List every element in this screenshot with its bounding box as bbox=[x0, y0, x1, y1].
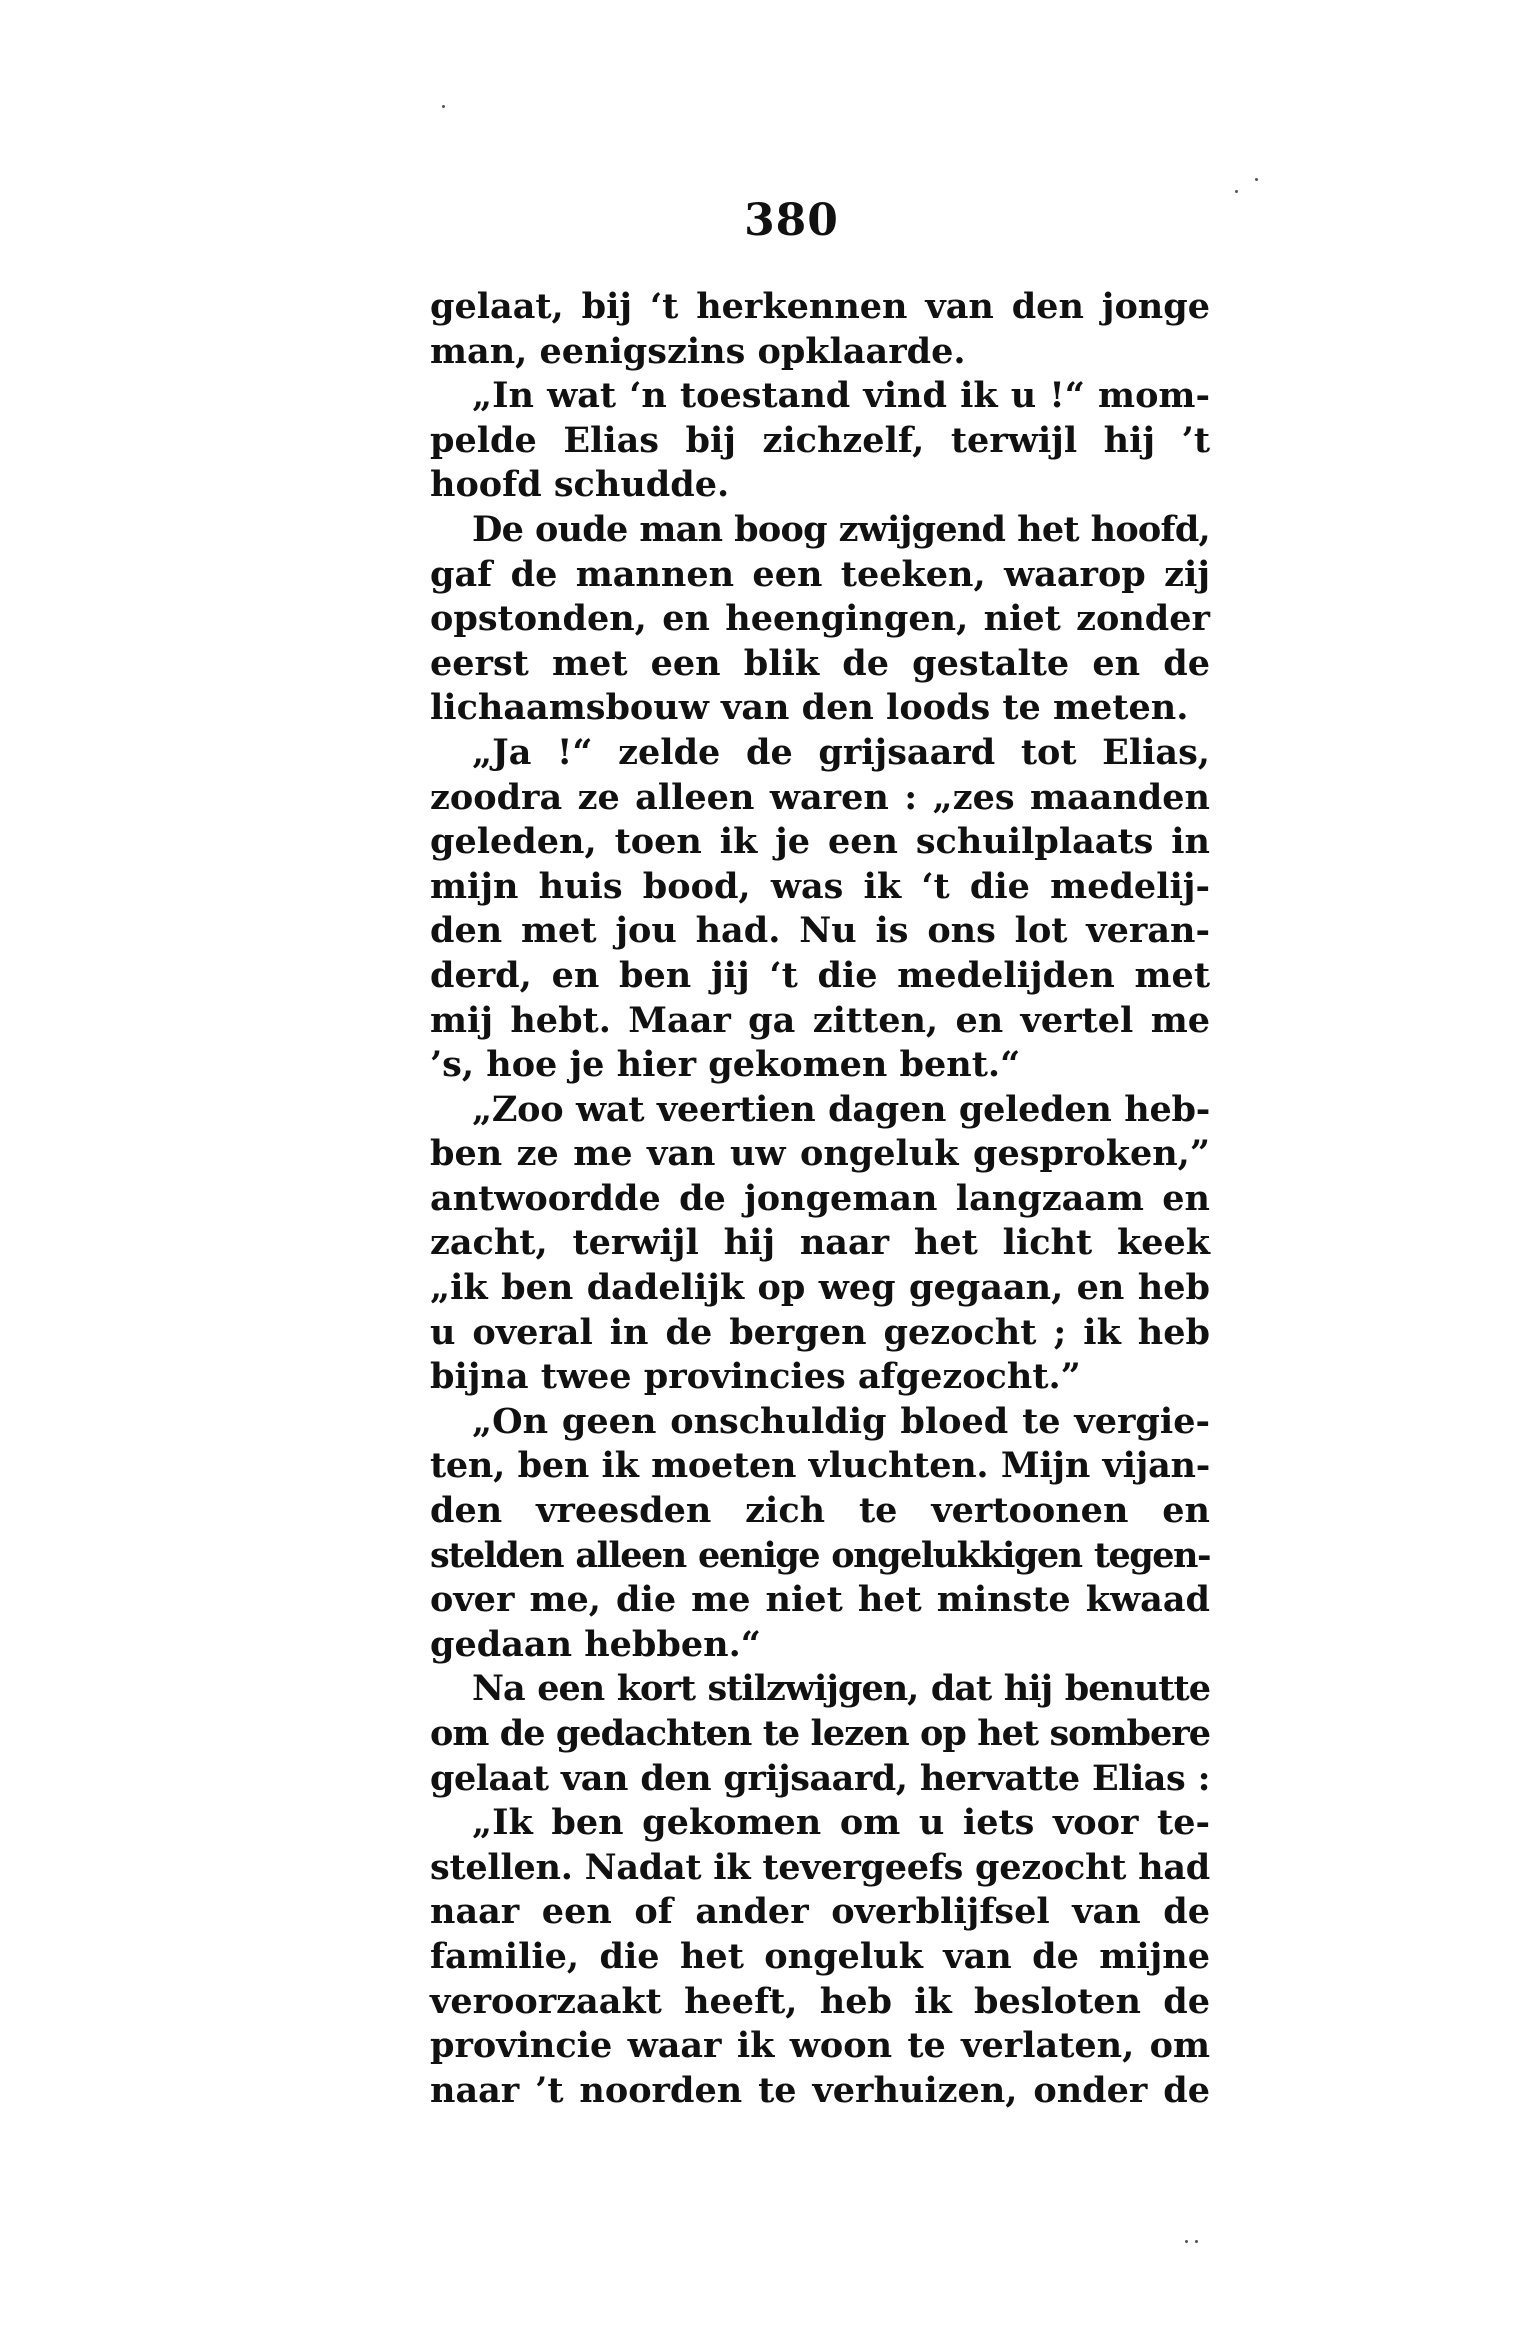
text-line: hoofd schudde. bbox=[430, 464, 730, 506]
text-line: ben ze me van uw ongeluk gesproken,” bbox=[430, 1133, 1210, 1175]
text-line: zacht, terwijl hij naar het licht keek bbox=[430, 1222, 1210, 1264]
text-line: „Ik ben gekomen om u iets voor te- bbox=[472, 1802, 1210, 1844]
paper-speck bbox=[1255, 178, 1258, 181]
text-line: om de gedachten te lezen op het sombere bbox=[430, 1713, 1210, 1754]
paper-speck bbox=[1195, 2240, 1198, 2243]
text-line: pelde Elias bij zichzelf, terwijl hij ’t bbox=[430, 419, 1210, 461]
text-line: „ik ben dadelijk op weg gegaan, en heb bbox=[430, 1267, 1210, 1309]
text-line: naar een of ander overblijfsel van de bbox=[430, 1891, 1210, 1933]
paper-speck bbox=[1185, 2240, 1188, 2243]
paper-speck bbox=[1235, 190, 1238, 193]
text-line: mijn huis bood, was ik ‘t die medelij- bbox=[430, 865, 1210, 907]
text-line: derd, en ben jij ‘t die medelijden met bbox=[430, 954, 1210, 996]
text-line: veroorzaakt heeft, heb ik besloten de bbox=[430, 1980, 1210, 2022]
text-line: mij hebt. Maar ga zitten, en vertel me bbox=[430, 999, 1210, 1041]
text-line: provincie waar ik woon te verlaten, om bbox=[430, 2025, 1210, 2067]
paper-speck bbox=[442, 105, 445, 108]
text-line: gelaat, bij ‘t herkennen van den jonge bbox=[430, 286, 1210, 327]
text-line: u overal in de bergen gezocht ; ik heb bbox=[430, 1311, 1210, 1353]
text-line: „In wat ‘n toestand vind ik u !“ mom- bbox=[472, 375, 1210, 417]
text-line: De oude man boog zwijgend het hoofd, bbox=[472, 508, 1210, 550]
text-line: Na een kort stilzwijgen, dat hij benutte bbox=[472, 1668, 1210, 1710]
text-line: geleden, toen ik je een schuilplaats in bbox=[430, 821, 1210, 863]
text-line: gelaat van den grijsaard, hervatte Elias : bbox=[430, 1757, 1210, 1799]
text-line: over me, die me niet het minste kwaad bbox=[430, 1579, 1210, 1621]
text-line: „Ja !“ zelde de grijsaard tot Elias, bbox=[472, 731, 1210, 773]
text-line: familie, die het ongeluk van de mijne bbox=[430, 1935, 1210, 1977]
text-line: naar ’t noorden te verhuizen, onder de bbox=[430, 2069, 1210, 2111]
text-line: stelden alleen eenige ongelukkigen tegen- bbox=[430, 1534, 1210, 1576]
text-line: man, eenigszins opklaarde. bbox=[430, 330, 966, 372]
text-line: stellen. Nadat ik tevergeefs gezocht had bbox=[430, 1846, 1210, 1888]
text-line: opstonden, en heengingen, niet zonder bbox=[430, 598, 1210, 640]
text-line: zoodra ze alleen waren : „zes maanden bbox=[430, 776, 1210, 818]
text-line: „On geen onschuldig bloed te vergie- bbox=[472, 1400, 1210, 1442]
text-line: „Zoo wat veertien dagen geleden heb- bbox=[472, 1088, 1210, 1130]
text-line: bijna twee provincies afgezocht.” bbox=[430, 1356, 1081, 1398]
body-text bbox=[430, 285, 1210, 2113]
text-line: ten, ben ik moeten vluchten. Mijn vijan- bbox=[430, 1445, 1210, 1487]
text-line: ’s, hoe je hier gekomen bent.“ bbox=[430, 1044, 1021, 1086]
page-number: 380 bbox=[744, 195, 839, 246]
text-line: den met jou had. Nu is ons lot veran- bbox=[430, 910, 1210, 952]
text-line: eerst met een blik de gestalte en de bbox=[430, 642, 1210, 684]
text-line: gedaan hebben.“ bbox=[430, 1623, 761, 1665]
text-line: antwoordde de jongeman langzaam en bbox=[430, 1177, 1210, 1219]
text-line: den vreesden zich te vertoonen en bbox=[430, 1490, 1210, 1532]
text-line: gaf de mannen een teeken, waarop zij bbox=[430, 553, 1210, 595]
text-line: lichaamsbouw van den loods te meten. bbox=[430, 687, 1189, 729]
